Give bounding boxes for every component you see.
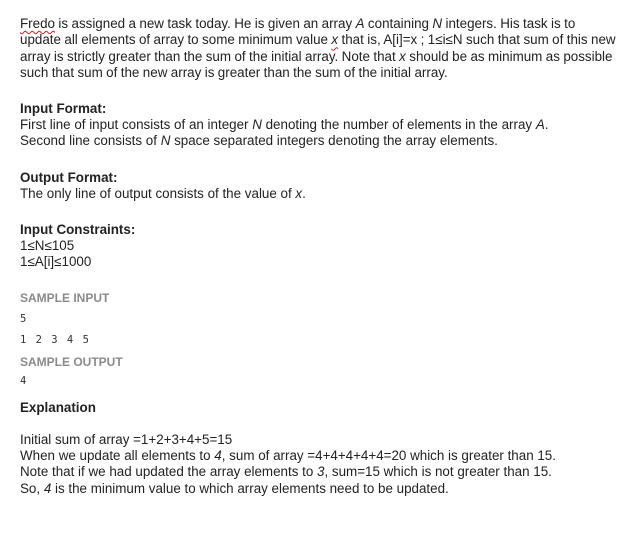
output-format-heading: Output Format: [20, 169, 118, 185]
intro-paragraph: Fredo is assigned a new task today. He is given an array A containing N integers. His task is to update all elements of array to some minimum value x that is, A[i]=x ; 1≤i≤N such that sum of this new array is strictly greater than the sum of the initial array. Note that x should be as minimum as possible such that sum of the new array is greater than the sum of the initial array. [20, 16, 616, 80]
constraint-a: 1≤A[i]≤1000 [20, 254, 92, 270]
explanation-line4: So, 4 is the minimum value to which array elements need to be updated. [20, 480, 449, 496]
input-format-heading: Input Format: [20, 101, 107, 117]
formula: A[i]=x [383, 32, 418, 48]
sample-output-line1: 4 [20, 374, 28, 387]
constraints-heading: Input Constraints: [20, 222, 136, 238]
input-format-line2: Second line consists of N space separated integers denoting the array elements. [20, 133, 498, 149]
output-format-text: The only line of output consists of the value of x. [20, 185, 306, 201]
sample-input-label: SAMPLE INPUT [20, 290, 110, 305]
explanation-line3: Note that if we had updated the array elements to 3, sum=15 which is not greater than 15. [20, 464, 552, 480]
name-fredo: Fredo [20, 16, 55, 31]
explanation-line2: When we update all elements to 4, sum of array =4+4+4+4+4=20 which is greater than 15. [20, 447, 556, 463]
explanation-line1: Initial sum of array =1+2+3+4+5=15 [20, 431, 233, 447]
sample-input-line2: 1 2 3 4 5 [20, 333, 91, 346]
problem-statement [20, 16, 616, 497]
constraint-n: 1≤N≤105 [20, 238, 75, 254]
input-format-line1: First line of input consists of an integer N denoting the number of elements in the array A. [20, 117, 549, 133]
sample-output-label: SAMPLE OUTPUT [20, 354, 123, 369]
sample-input-line1: 5 [20, 312, 28, 325]
explanation-heading: Explanation [20, 399, 96, 415]
